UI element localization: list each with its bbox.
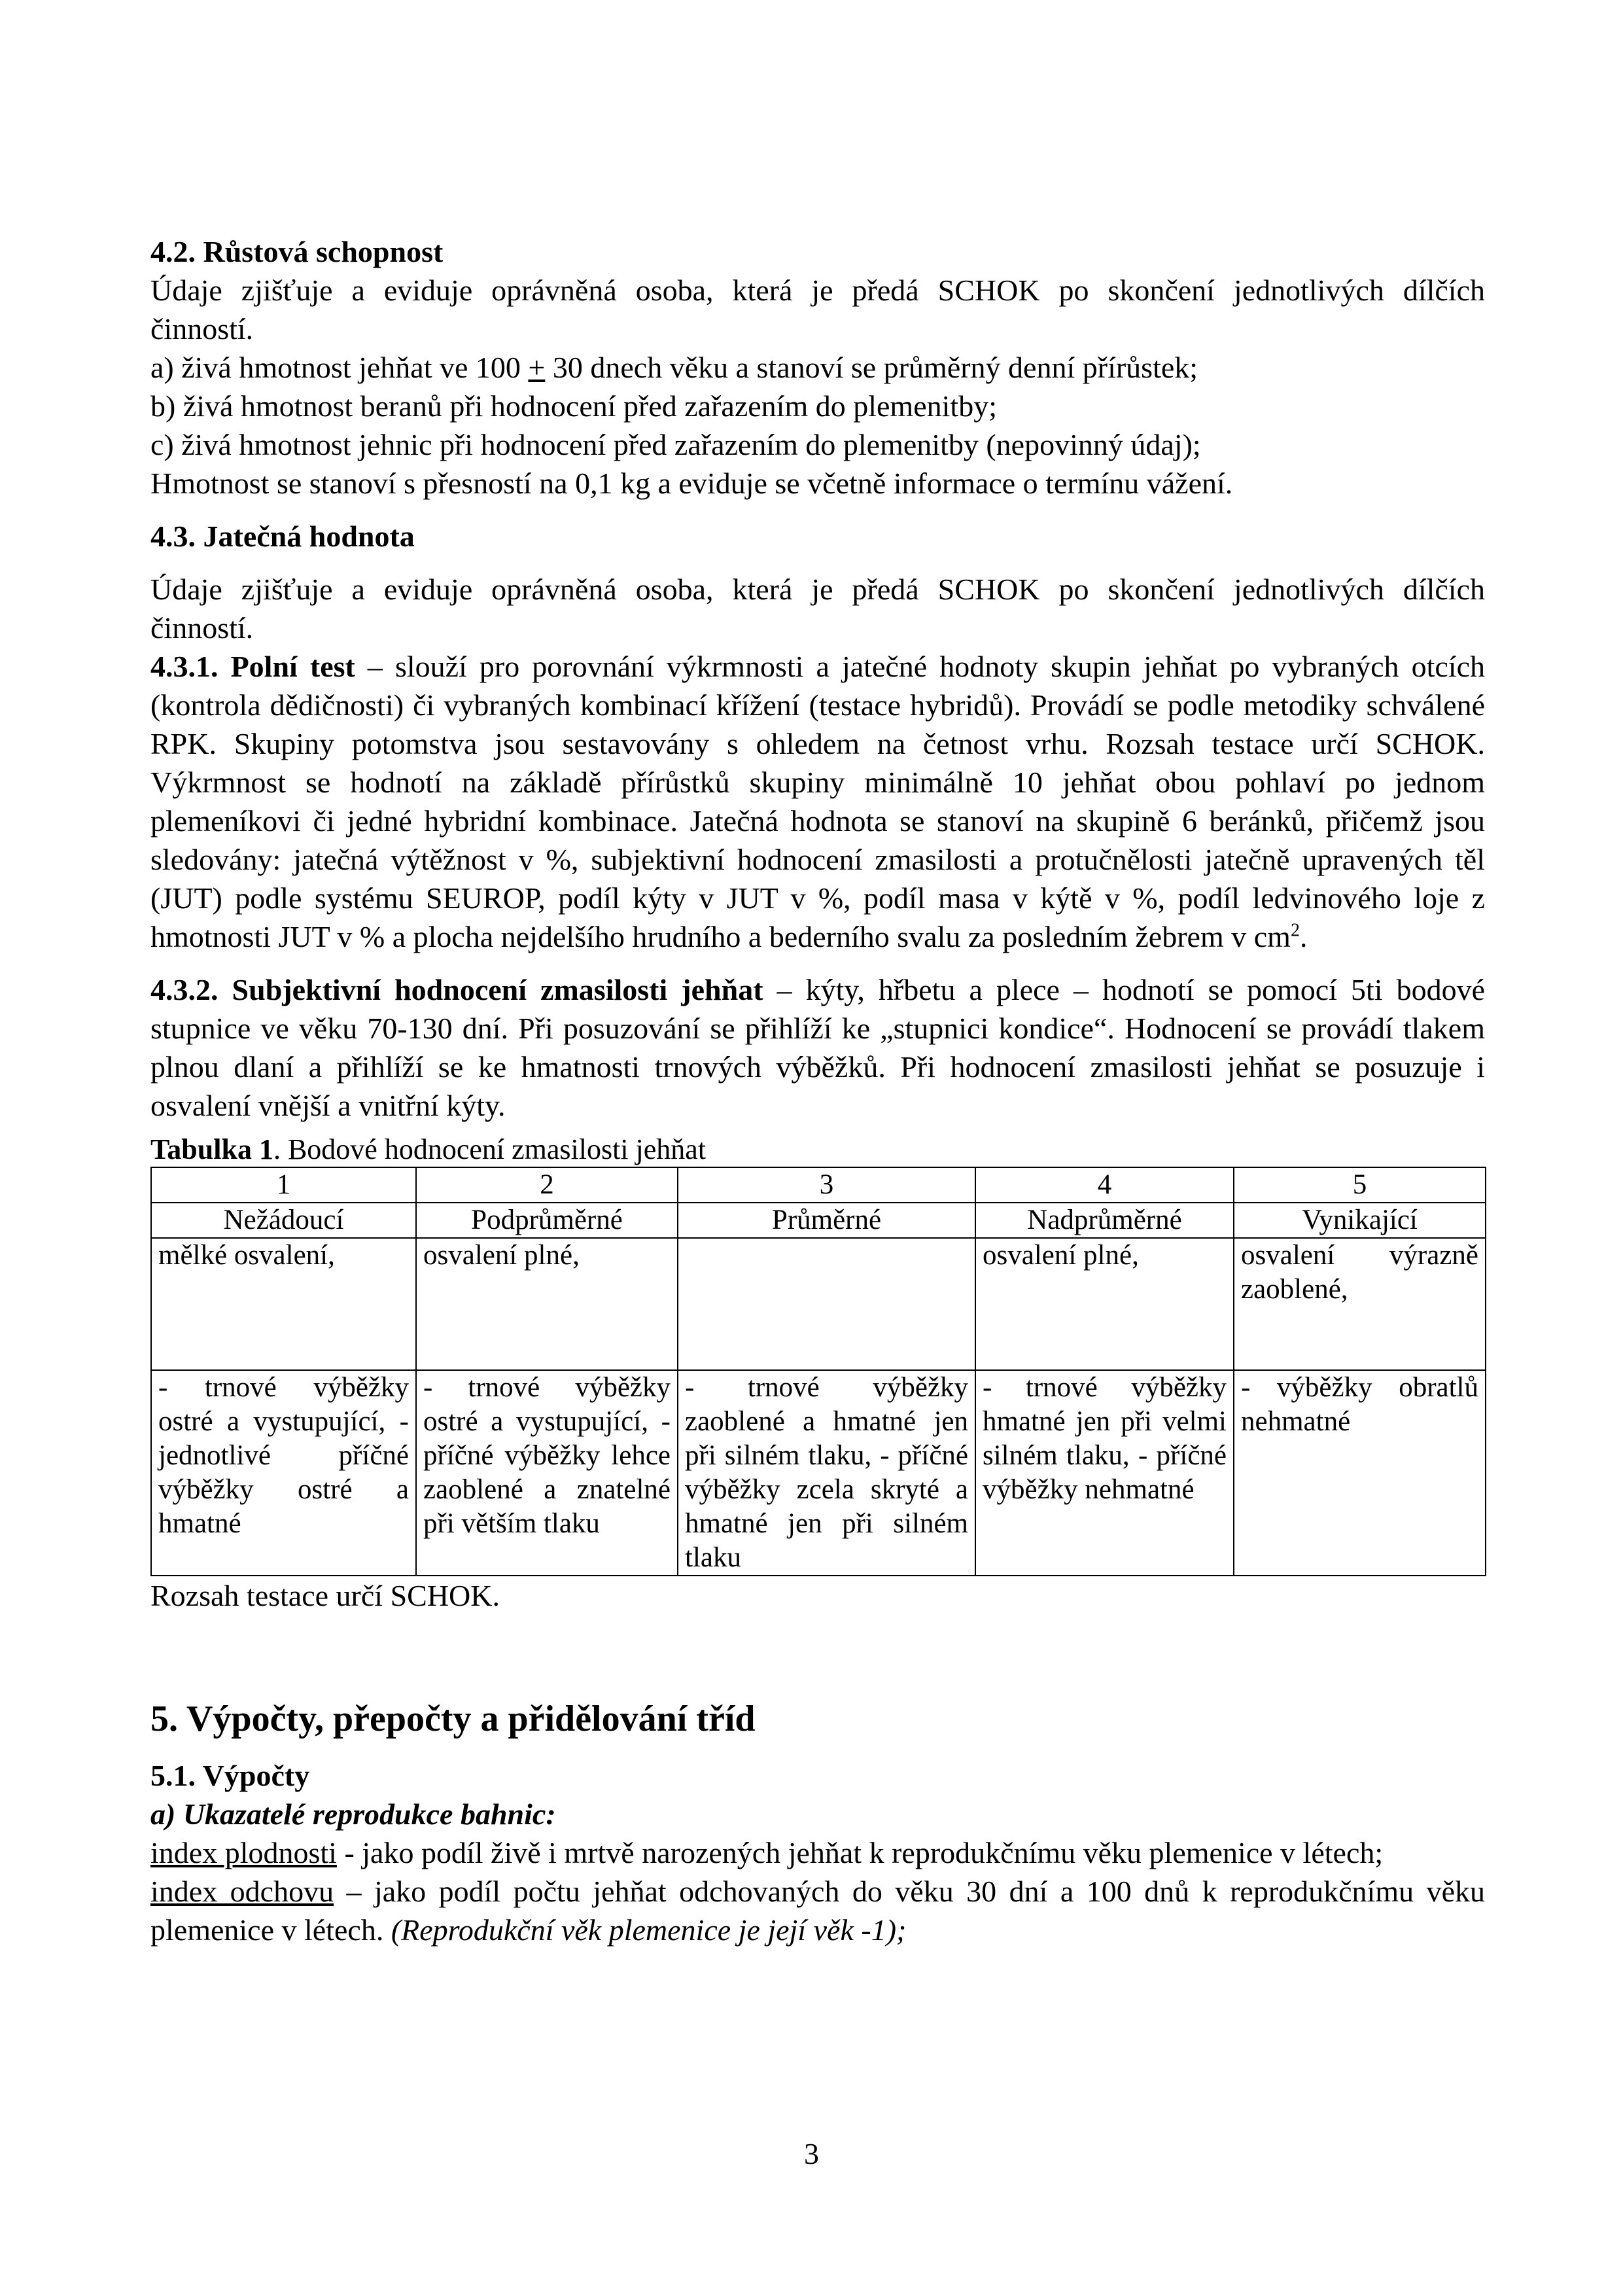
processes-cell: - trnové výběžky zaoblené a hmatné jen při silném tlaku, - příčné výběžky zcela skryté a hmatné jen při silném tlaku (678, 1370, 975, 1576)
muscling-cell: osvalení plné, (416, 1238, 678, 1370)
table-caption-label: Tabulka 1 (150, 1133, 273, 1165)
item-a (150, 348, 1485, 387)
section-4-3-2-text: – kýty, hřbetu a plece – hodnotí se pomocí 5ti bodové stupnice ve věku 70-130 dní. Při posuzování se přihlíží ke „stupnici kondice“. Hodnocení se provádí tlakem plnou dlaní a přihlíží se ke hmatnosti trnových výběžků. Při hodnocení zmasilosti jehňat se posuzuje i osvalení vnější a vnitřní kýty. (150, 973, 1485, 1122)
table-row-processes (151, 1370, 1486, 1576)
table-row-muscling (151, 1238, 1486, 1370)
page-number: 3 (804, 2137, 819, 2170)
rearing-index-text: – jako podíl počtu jehňat odchovaných do věku 30 dní a 100 dnů k reprodukčnímu věku plemenice v létech. (150, 1875, 1485, 1947)
section-4-3-1-title: 4.3.1. Polní test (150, 650, 355, 683)
score-cell: 4 (975, 1167, 1234, 1203)
section-4-2-intro-line1: Údaje zjišťuje a eviduje oprávněná osoba, která je předá SCHOK po skončení jednotlivých dílčích (150, 274, 1485, 307)
grade-cell: Průměrné (678, 1203, 975, 1238)
score-cell: 3 (678, 1167, 975, 1203)
rearing-index-paragraph (150, 1872, 1485, 1949)
score-cell: 1 (151, 1167, 416, 1203)
item-a-text1: a) živá hmotnost jehňat ve 100 (150, 351, 529, 384)
rearing-index-note: (Reprodukční věk plemenice je její věk -1); (391, 1913, 907, 1947)
section-4-3-2-title: 4.3.2. Subjektivní hodnocení zmasilosti jehňat (150, 973, 763, 1006)
muscling-cell (678, 1238, 975, 1370)
grade-cell: Vynikající (1234, 1203, 1486, 1238)
score-cell: 5 (1234, 1167, 1486, 1203)
subsection-a-heading: a) Ukazatelé reprodukce bahnic: (150, 1797, 556, 1831)
section-4-2-heading: 4.2. Růstová schopnost (150, 235, 444, 268)
rearing-index-term: index odchovu (150, 1875, 334, 1908)
table-caption (150, 1133, 1485, 1167)
grade-cell: Nežádoucí (151, 1203, 416, 1238)
processes-cell: - trnové výběžky ostré a vystupující, - příčné výběžky lehce zaoblené a znatelné při větším tlaku (416, 1370, 678, 1576)
muscling-cell: mělké osvalení, (151, 1238, 416, 1370)
section-4-3-intro-line1: Údaje zjišťuje a eviduje oprávněná osoba, která je předá SCHOK po skončení jednotlivých dílčích (150, 573, 1485, 606)
section-5-1-heading: 5.1. Výpočty (150, 1759, 310, 1792)
muscling-cell: osvalení výrazně zaoblené, (1234, 1238, 1486, 1370)
processes-cell: - výběžky obratlů nehmatné (1234, 1370, 1486, 1576)
table-after-note: Rozsah testace určí SCHOK. (150, 1579, 500, 1612)
table-row-scores (151, 1167, 1486, 1203)
item-c: c) živá hmotnost jehnic při hodnocení před zařazením do plemenitby (nepovinný údaj); (150, 428, 1201, 461)
page-content (150, 232, 1485, 1949)
muscling-score-table (150, 1167, 1486, 1576)
score-cell: 2 (416, 1167, 678, 1203)
superscript-2: 2 (1290, 920, 1300, 941)
table-caption-text: . Bodové hodnocení zmasilosti jehňat (273, 1133, 707, 1165)
grade-cell: Nadprůměrné (975, 1203, 1234, 1238)
processes-cell: - trnové výběžky ostré a vystupující, - jednotlivé příčné výběžky ostré a hmatné (151, 1370, 416, 1576)
fertility-index-text: - jako podíl živě i mrtvě narozených jehňat k reprodukčnímu věku plemenice v létech; (336, 1836, 1384, 1869)
grade-cell: Podprůměrné (416, 1203, 678, 1238)
section-4-3-1-paragraph (150, 647, 1485, 956)
section-4-3-heading: 4.3. Jatečná hodnota (150, 520, 415, 553)
section-4-3-1-end: . (1299, 920, 1308, 953)
processes-cell: - trnové výběžky hmatné jen při velmi silném tlaku, - příčné výběžky nehmatné (975, 1370, 1234, 1576)
weight-note: Hmotnost se stanoví s přesností na 0,1 kg a eviduje se včetně informace o termínu vážení. (150, 467, 1233, 500)
fertility-index-line (150, 1833, 1485, 1872)
section-4-2-intro-line2: činností. (150, 312, 254, 345)
plus-minus-sign: + (528, 351, 546, 384)
muscling-cell: osvalení plné, (975, 1238, 1234, 1370)
section-4-3-2-paragraph (150, 970, 1485, 1125)
fertility-index-term: index plodnosti (150, 1836, 337, 1869)
section-5-heading: 5. Výpočty, přepočty a přidělování tříd (150, 1699, 756, 1739)
item-b: b) živá hmotnost beranů při hodnocení před zařazením do plemenitby; (150, 389, 997, 423)
table-row-grades (151, 1203, 1486, 1238)
section-4-3-intro-line2: činností. (150, 611, 254, 645)
section-4-3-1-text: – slouží pro porovnání výkrmnosti a jatečné hodnoty skupin jehňat po vybraných otcích (kontrola dědičnosti) či vybraných kombinací křížení (testace hybridů). Provádí se podle metodiky schválené RPK. Skupiny potomstva jsou sestavovány s ohledem na četnost vrhu. Rozsah testace určí SCHOK. Výkrmnost se hodnotí na základě přírůstků skupiny minimálně 10 jehňat obou pohlaví po jednom plemeníkovi či jedné hybridní kombinace. Jatečná hodnota se stanoví na skupině 6 beránků, přičemž jsou sledovány: jatečná výtěžnost v %, subjektivní hodnocení zmasilosti a protučnělosti jatečně upravených těl (JUT) podle systému SEUROP, podíl kýty v JUT v %, podíl masa v kýtě v %, podíl ledvinového loje z hmotnosti JUT v % a plocha nejdelšího hrudního a bederního svalu za posledním žebrem v cm (150, 650, 1485, 953)
item-a-text2: 30 dnech věku a stanoví se průměrný denní přírůstek; (545, 351, 1198, 384)
